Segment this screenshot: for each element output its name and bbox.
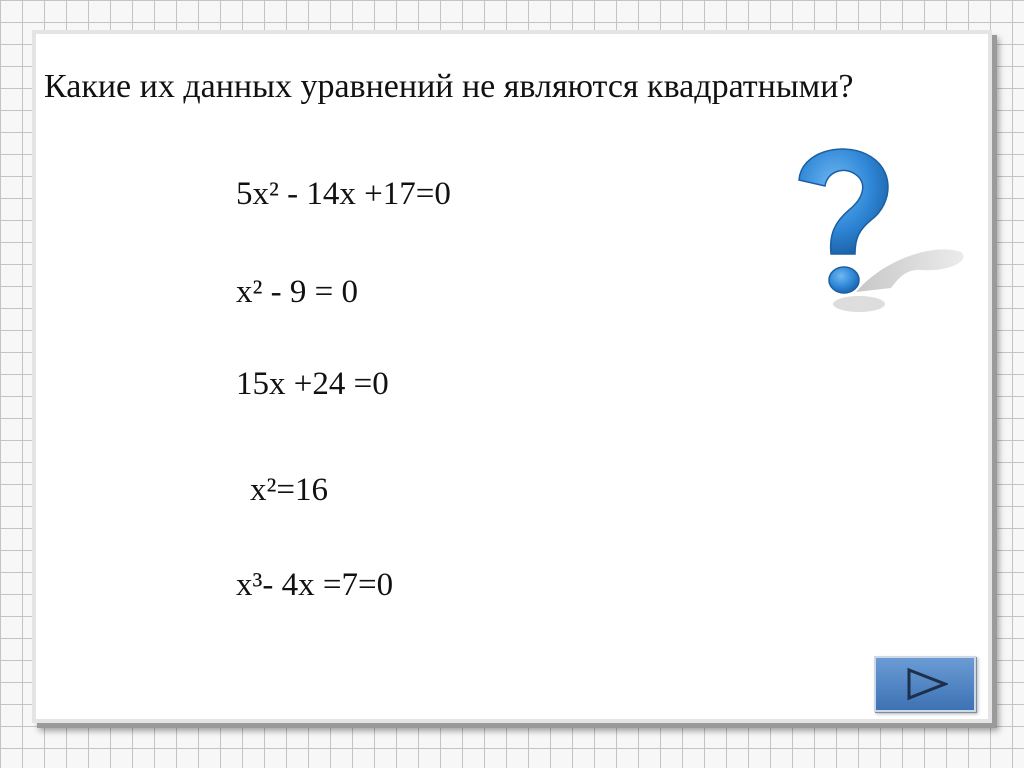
question-title: Какие их данных уравнений не являются квадратными?	[44, 68, 854, 105]
equation-4: х²=16	[250, 472, 329, 508]
next-slide-button[interactable]	[874, 656, 976, 712]
play-triangle-icon	[906, 667, 948, 701]
question-mark-icon	[771, 142, 971, 322]
equation-2: х² - 9 = 0	[236, 274, 358, 310]
equation-5: х³- 4х =7=0	[236, 567, 394, 603]
slide-panel	[32, 30, 992, 723]
equation-3: 15х +24 =0	[236, 366, 389, 402]
equation-1: 5х² - 14х +17=0	[236, 176, 451, 212]
